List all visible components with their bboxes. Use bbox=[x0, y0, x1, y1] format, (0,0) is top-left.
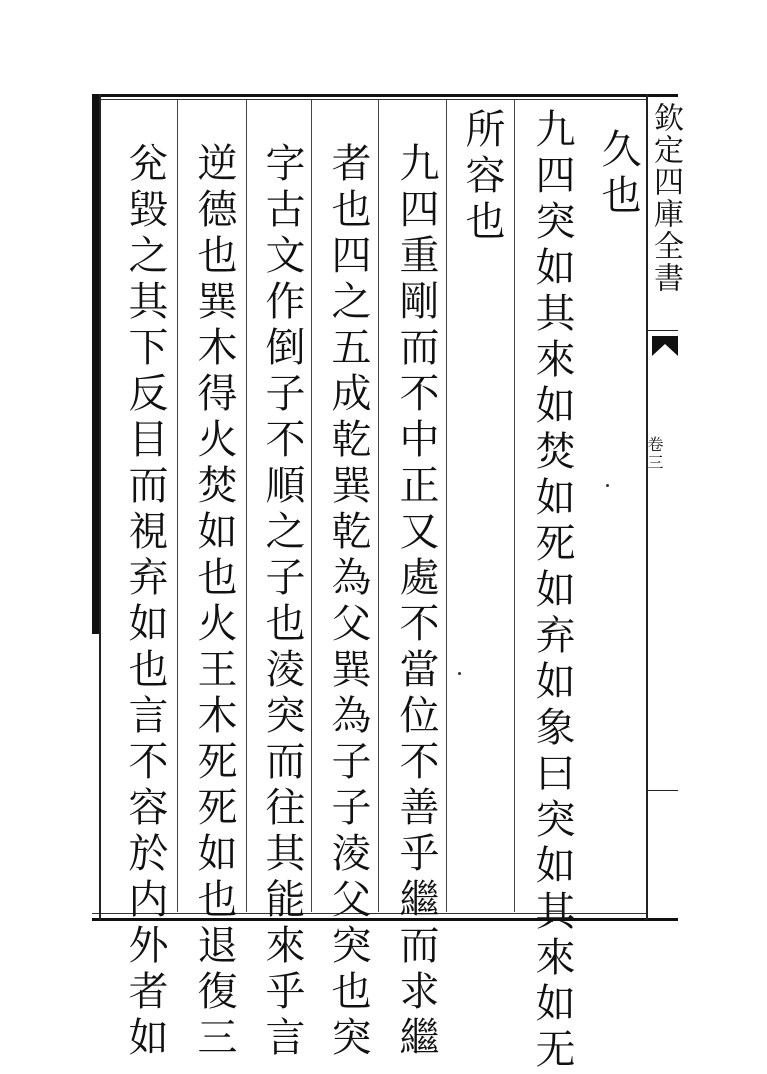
text-column: 九四突如其來如焚如死如弃如象曰突如其來如无 bbox=[529, 108, 575, 1074]
frame-top-inner-border bbox=[92, 99, 648, 100]
fish-tail-mark bbox=[652, 336, 678, 356]
column-divider bbox=[311, 100, 312, 912]
column-divider bbox=[514, 100, 515, 912]
text-column: 者也四之五成乾巽乾為父巽為子子淩父突也突 bbox=[325, 142, 371, 1062]
ink-speck bbox=[458, 672, 461, 675]
column-divider bbox=[177, 100, 178, 912]
column-divider bbox=[378, 100, 379, 912]
margin-divider bbox=[648, 790, 678, 791]
text-column: 字古文作倒子不順之子也淩突而往其能來乎言 bbox=[259, 142, 305, 1062]
frame-top-border bbox=[92, 94, 678, 97]
text-column: 逆德也巽木得火焚如也火王木死死如也退復三 bbox=[191, 142, 237, 1062]
column-divider bbox=[246, 100, 247, 912]
text-column: 兊毀之其下反目而視弃如也言不容於内外者如 bbox=[122, 142, 168, 1062]
ink-speck bbox=[606, 484, 609, 487]
text-column: 久也 bbox=[595, 128, 641, 220]
book-title: 欽定四庫全書 bbox=[648, 102, 683, 294]
frame-left-thin-border bbox=[99, 94, 101, 920]
text-column: 所容也 bbox=[459, 108, 505, 246]
column-divider bbox=[446, 100, 447, 912]
frame-bottom-border bbox=[92, 918, 678, 921]
margin-divider bbox=[648, 330, 678, 331]
text-column: 九四重剛而不中正又處不當位不善乎繼而求繼 bbox=[393, 142, 439, 1062]
volume-label: 卷三 bbox=[645, 436, 664, 472]
